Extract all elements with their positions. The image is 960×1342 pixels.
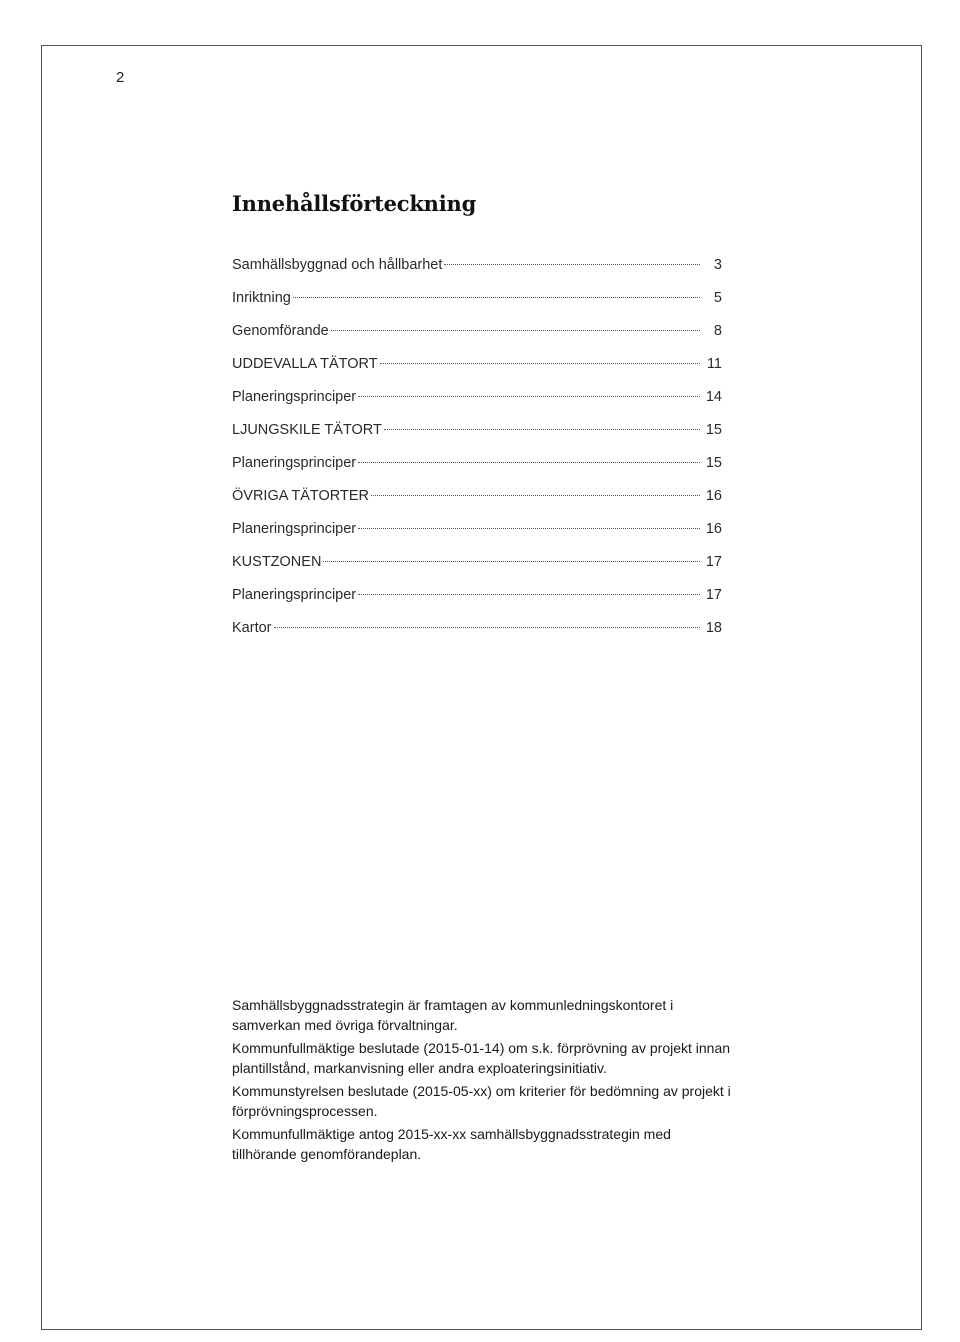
toc-dot-leader: [358, 396, 700, 397]
toc-dot-leader: [274, 627, 701, 628]
toc-entry[interactable]: [232, 551, 722, 584]
toc-entry-label: ÖVRIGA TÄTORTER: [232, 488, 369, 504]
note-paragraph: Kommunfullmäktige antog 2015-xx-xx samhällsbyggnadsstrategin med tillhörande genomförandeplan.: [232, 1126, 671, 1162]
note-paragraph: Samhällsbyggnadsstrategin är framtagen av kommunledningskontoret i samverkan med övriga förvaltningar.: [232, 997, 674, 1033]
toc-title: Innehållsförteckning: [232, 191, 477, 216]
toc-entry-page: 17: [705, 554, 722, 570]
toc-entry-label: Inriktning: [232, 290, 291, 306]
toc-entry[interactable]: [232, 386, 722, 419]
toc-dot-leader: [371, 495, 700, 496]
toc-entry[interactable]: [232, 419, 722, 452]
toc-entry[interactable]: [232, 452, 722, 485]
toc-entry-label: Planeringsprinciper: [232, 455, 357, 471]
toc-dot-leader: [331, 330, 700, 331]
toc-entry-label: Planeringsprinciper: [232, 521, 357, 537]
toc-entry-label: Planeringsprinciper: [232, 389, 357, 405]
toc-entry-page: 16: [705, 488, 722, 504]
toc-entry-label: KUSTZONEN: [232, 554, 322, 570]
toc-entry-label: LJUNGSKILE TÄTORT: [232, 422, 382, 438]
toc-entry-page: 18: [705, 620, 722, 636]
toc-entry-label: Kartor: [232, 620, 272, 636]
toc-entry-page: 17: [705, 587, 722, 603]
toc-entry-page: 3: [713, 257, 722, 273]
note-paragraph: Kommunstyrelsen beslutade (2015-05-xx) om kriterier för bedömning av projekt i förprövningsprocessen.: [232, 1083, 731, 1119]
toc-entry-label: Samhällsbyggnad och hållbarhet: [232, 257, 443, 273]
toc-dot-leader: [358, 528, 700, 529]
toc-dot-leader: [384, 429, 700, 430]
toc-entry[interactable]: [232, 617, 722, 650]
toc-dot-leader: [323, 561, 700, 562]
toc-dot-leader: [358, 594, 700, 595]
toc-dot-leader: [380, 363, 700, 364]
toc-entry-page: 15: [705, 455, 722, 471]
toc-list: [232, 254, 722, 650]
toc-entry-page: 16: [705, 521, 722, 537]
note-paragraph: Kommunfullmäktige beslutade (2015-01-14) om s.k. förprövning av projekt innan plantillstånd, markanvisning eller andra exploateringsinitiativ.: [232, 1040, 731, 1076]
decision-notes: [232, 995, 732, 1167]
page-number: 2: [116, 69, 125, 86]
toc-entry[interactable]: [232, 353, 722, 386]
toc-entry-page: 15: [705, 422, 722, 438]
toc-dot-leader: [293, 297, 700, 298]
toc-entry[interactable]: [232, 518, 722, 551]
toc-entry-label: UDDEVALLA TÄTORT: [232, 356, 378, 372]
toc-entry-page: 11: [706, 356, 722, 372]
toc-entry-label: Planeringsprinciper: [232, 587, 357, 603]
toc-entry[interactable]: [232, 485, 722, 518]
toc-entry-page: 5: [713, 290, 722, 306]
toc-entry-label: Genomförande: [232, 323, 329, 339]
toc-entry-page: 14: [705, 389, 722, 405]
toc-entry[interactable]: [232, 287, 722, 320]
toc-entry[interactable]: [232, 320, 722, 353]
toc-dot-leader: [444, 264, 700, 265]
toc-entry[interactable]: [232, 584, 722, 617]
toc-entry[interactable]: [232, 254, 722, 287]
toc-entry-page: 8: [713, 323, 722, 339]
toc-dot-leader: [358, 462, 700, 463]
